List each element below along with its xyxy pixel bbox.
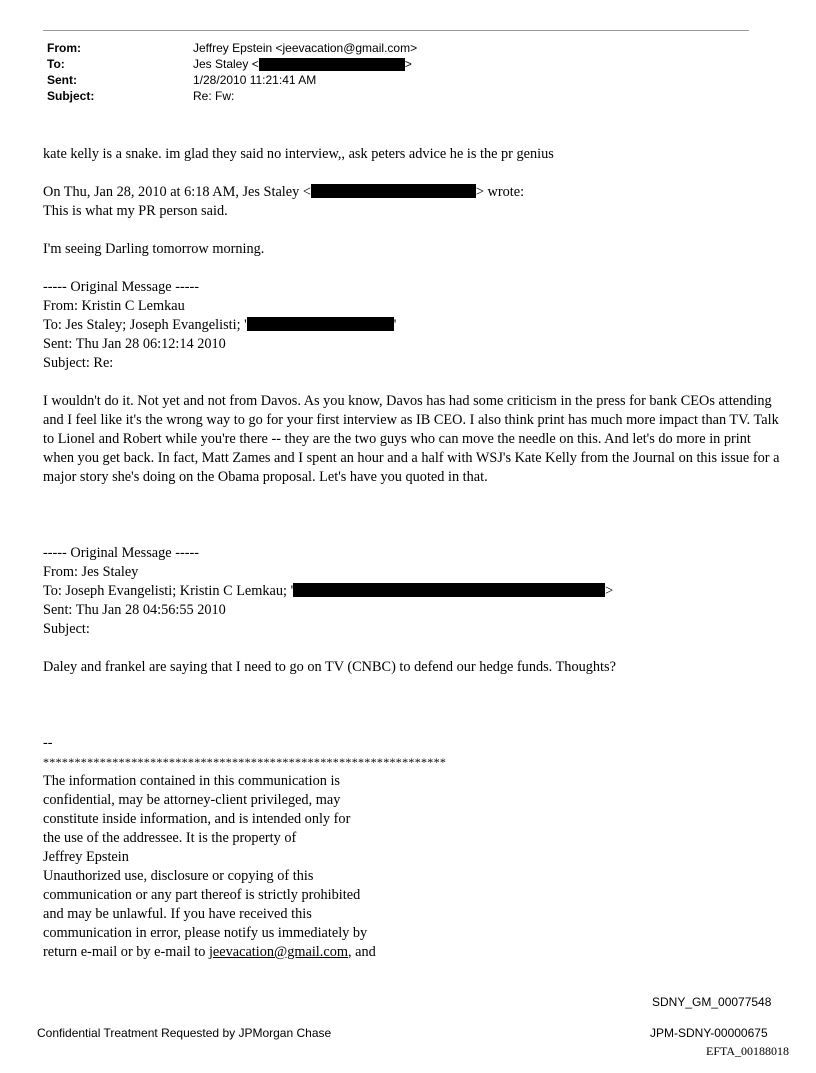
orig1-to-suffix: ' bbox=[393, 317, 397, 333]
signature-line: Jeffrey Epstein bbox=[43, 849, 129, 865]
email-header bbox=[47, 40, 417, 104]
redaction-bar bbox=[311, 184, 476, 198]
orig1-message: I wouldn't do it. Not yet and not from Davos. As you know, Davos has had some criticism in the press for bank CEOs attending and I feel like it's the wrong way to go for your first interview as IB CEO. I also think print has much more impact than TV. Talk to Lionel and Robert while you're there -- they are the two guys who can move the needle on this. And let's do more in print when you get back. In fact, Matt Zames and I spent an hour and a half with WSJ's Kate Kelly from the Journal on this issue for a major story she's doing on the Obama proposal. Let's have you quoted in that. bbox=[43, 393, 780, 485]
signature-line: communication in error, please notify us immediately by bbox=[43, 925, 368, 941]
signature-text bbox=[43, 772, 783, 943]
subject-value: Re: Fw: bbox=[193, 89, 235, 103]
signature-last-line bbox=[43, 943, 783, 962]
orig1-from: From: Kristin C Lemkau bbox=[43, 298, 185, 314]
email-body bbox=[43, 145, 783, 962]
signature-stars: **************************************************************** bbox=[43, 755, 447, 769]
orig2-from: From: Jes Staley bbox=[43, 564, 139, 580]
quote-line-1: This is what my PR person said. bbox=[43, 203, 228, 219]
from-label: From: bbox=[47, 41, 81, 55]
quote-intro-suffix: > wrote: bbox=[475, 184, 525, 200]
signature-line: and may be unlawful. If you have received this bbox=[43, 906, 312, 922]
from-value: Jeffrey Epstein <jeevacation@gmail.com> bbox=[193, 41, 418, 55]
orig1-to bbox=[43, 316, 783, 335]
orig1-subject: Subject: Re: bbox=[43, 355, 114, 371]
signature-line: Unauthorized use, disclosure or copying of this bbox=[43, 868, 314, 884]
orig2-message: Daley and frankel are saying that I need to go on TV (CNBC) to defend our hedge funds. Thoughts? bbox=[43, 659, 616, 675]
bates-efta: EFTA_00188018 bbox=[706, 1044, 790, 1058]
signature-line: The information contained in this communication is bbox=[43, 773, 340, 789]
sent-row bbox=[47, 72, 417, 88]
to-label: To: bbox=[47, 57, 65, 71]
orig2-to bbox=[43, 582, 783, 601]
original-message-separator-1: ----- Original Message ----- bbox=[43, 279, 200, 295]
to-row bbox=[47, 56, 417, 72]
original-message-separator-2: ----- Original Message ----- bbox=[43, 545, 200, 561]
redaction-bar bbox=[259, 58, 405, 71]
subject-row bbox=[47, 88, 417, 104]
orig2-to-suffix: > bbox=[605, 583, 614, 599]
reply-text: kate kelly is a snake. im glad they said no interview,, ask peters advice he is the pr genius bbox=[43, 146, 554, 162]
signature-line: communication or any part thereof is strictly prohibited bbox=[43, 887, 361, 903]
quote-line-2: I'm seeing Darling tomorrow morning. bbox=[43, 241, 265, 257]
signature-line: confidential, may be attorney-client privileged, may bbox=[43, 792, 341, 808]
orig2-sent: Sent: Thu Jan 28 04:56:55 2010 bbox=[43, 602, 226, 618]
signature-line: constitute inside information, and is intended only for bbox=[43, 811, 351, 827]
to-suffix: > bbox=[404, 57, 412, 71]
orig1-sent: Sent: Thu Jan 28 06:12:14 2010 bbox=[43, 336, 226, 352]
signature-last-prefix: return e-mail or by e-mail to bbox=[43, 944, 209, 960]
sent-value: 1/28/2010 11:21:41 AM bbox=[193, 73, 317, 87]
quote-intro-prefix: On Thu, Jan 28, 2010 at 6:18 AM, Jes Staley < bbox=[43, 184, 311, 200]
signature-line: the use of the addressee. It is the property of bbox=[43, 830, 297, 846]
orig1-to-prefix: To: Jes Staley; Joseph Evangelisti; ' bbox=[43, 317, 247, 333]
email-link[interactable]: jeevacation@gmail.com bbox=[208, 944, 348, 960]
signature-last-suffix: , and bbox=[347, 944, 376, 960]
orig2-to-prefix: To: Joseph Evangelisti; Kristin C Lemkau; ' bbox=[43, 583, 294, 599]
header-divider bbox=[43, 30, 749, 31]
from-row bbox=[47, 40, 417, 56]
subject-label: Subject: bbox=[47, 89, 95, 103]
to-prefix: Jes Staley < bbox=[193, 57, 259, 71]
sent-label: Sent: bbox=[47, 73, 77, 87]
bates-sdny-gm: SDNY_GM_00077548 bbox=[652, 995, 772, 1009]
orig2-subject: Subject: bbox=[43, 621, 90, 637]
quote-intro bbox=[43, 183, 783, 202]
redaction-bar bbox=[293, 583, 605, 597]
signature-dashes: -- bbox=[43, 735, 53, 751]
redaction-bar bbox=[247, 317, 394, 331]
bates-jpm: JPM-SDNY-00000675 bbox=[650, 1026, 768, 1040]
confidential-footer: Confidential Treatment Requested by JPMorgan Chase bbox=[37, 1026, 332, 1040]
to-value bbox=[193, 56, 412, 72]
